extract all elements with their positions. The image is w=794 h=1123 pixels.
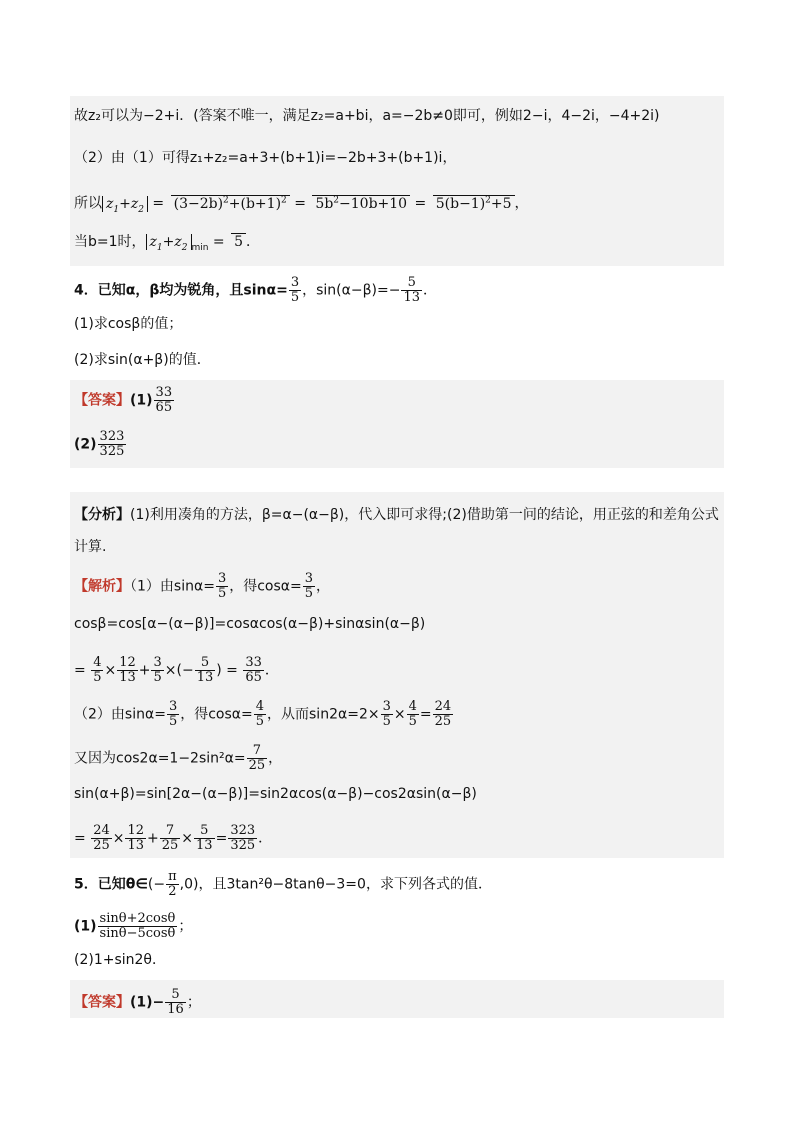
q4-part-1 [74,314,182,334]
q4-solution-1: 【解析】（1）由sinα= $\frac{3}{5}$ ，得cosα= $\frac{3}{5}$ ， [74,571,331,601]
text: （2）由（1）可得z₁+z₂=a+3+(b+1)i=−2b+3+(b+1)i， [74,150,457,166]
prev-solution-line-4: 当b=1时， $z_1+z_2$ $_{min}$ = 5 ． [74,234,261,253]
text: （1）由sinα= [130,578,215,595]
q4-answer-2 [74,430,127,459]
q4-solution-3: = $\frac{4}{5}$ × $\frac{12}{13}$ + $\frac{3}{5}$ ×(− $\frac{5}{13}$ ) = $\frac{33}{65}$ ． [74,655,279,685]
q4-analysis-1 [74,505,719,525]
text: 4．已知α，β均为锐角，且sinα= [74,282,288,299]
text: sin(α+β)=sin[2α−(α−β)]=sin2αcos(α−β)−cos2αsin(α−β) [74,786,477,802]
abs-sum: $z_1+z_2$ [102,196,148,212]
frac: $\frac{5}{13}$ [196,823,213,853]
q4-answer-1 [74,386,175,415]
text: (2) [74,436,97,453]
q4-solution-4: （2）由sinα= $\frac{3}{5}$ ，得cosα= $\frac{4}{5}$ ，从而sin2α=2× $\frac{3}{5}$ × $\frac{4}{5}$ = $\frac{24}{25}$ [74,699,452,729]
frac-3-5: $\frac{3}{5}$ [290,275,300,305]
text: ，从而sin2α=2× [267,706,380,723]
frac-5-16: $\frac{5}{16}$ [167,987,184,1017]
prev-solution-line-1 [74,106,660,126]
frac-3-5: $\frac{3}{5}$ [304,571,314,601]
frac: $\frac{4}{5}$ [255,699,265,729]
sqrt-5: 5 [231,233,246,250]
text: (1) [130,392,153,409]
text: ，得cosα= [229,578,302,595]
frac-3-5: $\frac{3}{5}$ [217,571,227,601]
q5-stem: 5．已知θ∈(− $\frac{\pi}{2}$ ,0)，且3tan²θ−8tanθ−3=0，求下列各式的值． [74,869,492,899]
q5-part-2 [74,950,166,970]
frac-trig: $\frac{\sin\theta+2\cos\theta}{\sin\theta-5\cos\theta}$ [99,911,176,941]
q4-solution-6 [74,784,477,804]
frac: $\frac{5}{13}$ [196,655,214,685]
q4-stem: 4．已知α，β均为锐角，且sinα= $\frac{3}{5}$ ，sin(α−β)=− $\frac{5}{13}$ ． [74,275,437,305]
frac: $\frac{3}{5}$ [168,699,178,729]
frac: $\frac{33}{65}$ [245,655,262,685]
frac-323-325: $\frac{323}{325}$ [99,429,125,459]
frac: $\frac{12}{13}$ [119,655,136,685]
text: ，且3tan²θ−8tanθ−3=0，求下列各式的值． [198,876,492,893]
frac: $\frac{7}{25}$ [161,823,179,853]
frac-5-13: $\frac{5}{13}$ [403,275,420,305]
text: (1)求cosβ的值； [74,316,183,332]
text: (2)求sin(α+β)的值． [74,352,211,368]
q4-analysis-2 [74,537,106,557]
text: 当b=1时， [74,234,146,250]
frac: $\frac{7}{25}$ [248,743,266,773]
prev-solution-line-3: 所以 $z_1+z_2 = (3-2b)^2+(b+1)^2 = 5b^2-10b+10 = 5(b-1)^2+5$ ， [74,195,529,215]
frac: $\frac{3}{5}$ [382,699,391,729]
text: ，sin(α−β)=− [302,282,401,299]
q4-solution-2 [74,614,425,634]
frac-33-65: $\frac{33}{65}$ [155,385,173,415]
prev-solution-line-2 [74,148,456,168]
q4-solution-7: = $\frac{24}{25}$ × $\frac{12}{13}$ + $\frac{7}{25}$ × $\frac{5}{13}$ = $\frac{323}{325}$ ． [74,823,273,853]
text: 5．已知θ∈ [74,876,148,893]
text: (1)利用凑角的方法，β=α−(α−β)，代入即可求得;(2)借助第一问的结论，用正弦的和差角公式 [130,507,719,523]
text: (1)− [130,994,165,1011]
q5-part-1: (1) $\frac{\sin\theta+2\cos\theta}{\sin\theta-5\cos\theta}$ ； [74,911,193,941]
answer-tag: 【答案】 [74,994,130,1011]
text: 计算. [74,539,107,555]
sqrt-3: $5(b-1)^2+5$ [433,195,515,212]
abs-min: $z_1+z_2$ [146,234,192,250]
analysis-tag: 【分析】 [74,507,130,523]
text: cosβ=cos[α−(α−β)]=cosαcos(α−β)+sinαsin(α−β) [74,616,426,632]
text: (2)1+sin2θ． [74,952,166,968]
frac: $\frac{24}{25}$ [434,699,452,729]
frac: $\frac{4}{5}$ [408,699,417,729]
frac: $\frac{12}{13}$ [127,823,145,853]
frac: $\frac{24}{25}$ [93,823,110,853]
text: 又因为cos2α=1−2sin²α= [74,750,246,767]
q4-solution-5: 又因为cos2α=1−2sin²α= $\frac{7}{25}$ ， [74,743,283,773]
answer-tag: 【答案】 [74,392,130,409]
frac: $\frac{3}{5}$ [153,655,162,685]
q4-part-2 [74,350,211,370]
text: 所以 [74,195,102,212]
text: （2）由sinα= [74,706,166,723]
frac-pi-2: $\frac{\pi}{2}$ [168,869,177,899]
sqrt-1: $(3-2b)^2+(b+1)^2$ [171,195,290,212]
solution-tag: 【解析】 [74,578,130,595]
text: ，得cosα= [180,706,253,723]
q5-answer: 【答案】(1)− $\frac{5}{16}$ ； [74,987,201,1017]
frac: $\frac{4}{5}$ [93,655,102,685]
text: (1) [74,918,97,935]
frac: $\frac{323}{325}$ [230,823,256,853]
text: 故z₂可以为−2+i．(答案不唯一，满足z₂=a+bi，a=−2b≠0即可，例如2−i，4−2i，−4+2i) [74,108,660,124]
sqrt-2: $5b^2-10b+10$ [312,195,410,212]
